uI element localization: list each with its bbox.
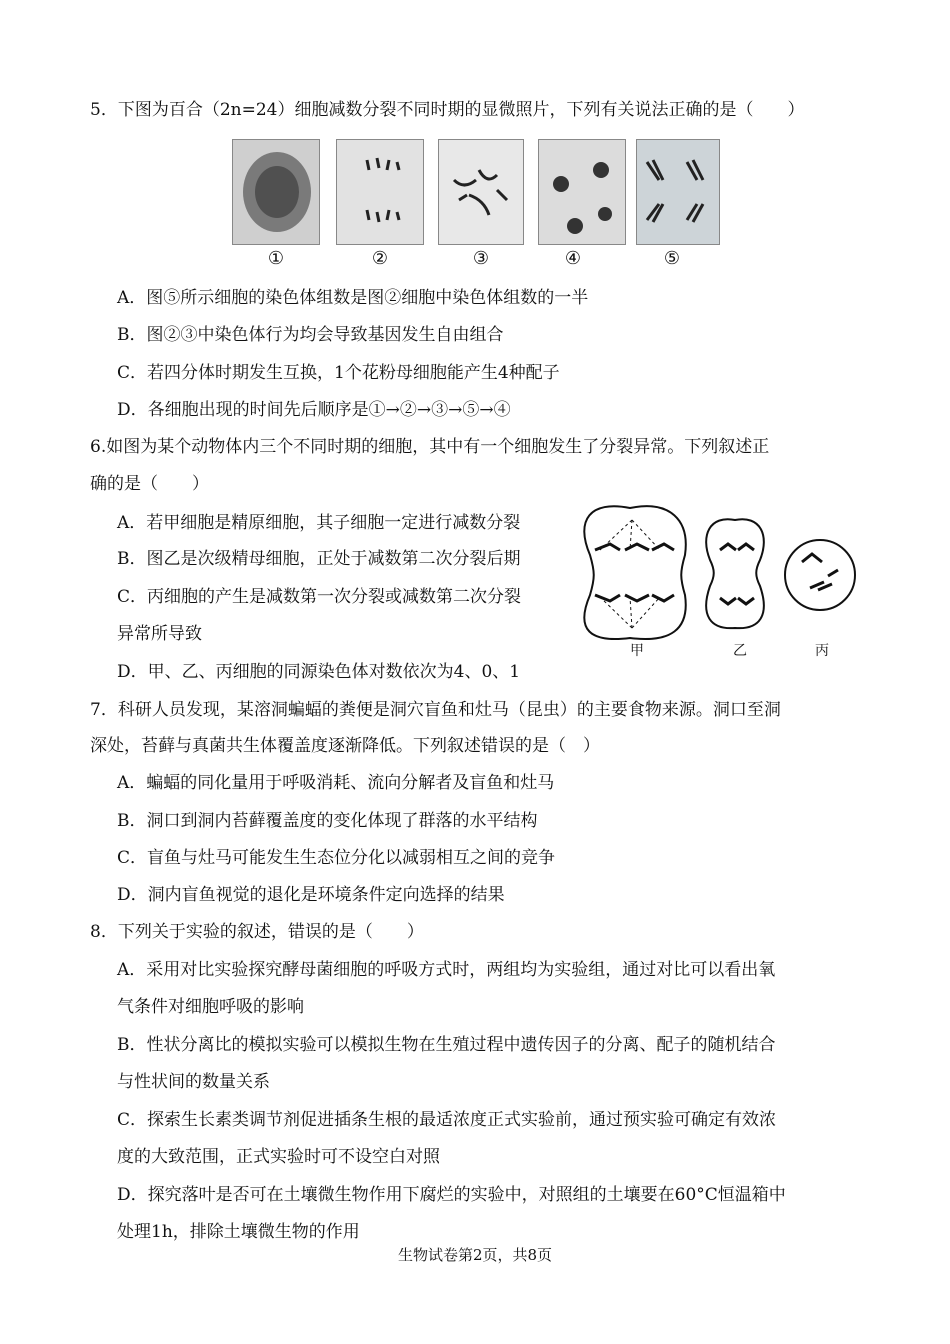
photo-label-5: ⑤	[663, 248, 681, 269]
q7-option-a: A．蝙蝠的同化量用于呼吸消耗、流向分解者及盲鱼和灶马	[117, 773, 555, 793]
photo-label-3: ③	[472, 248, 490, 269]
micrograph-5	[636, 139, 720, 245]
micrograph-1	[232, 139, 320, 245]
cell-yi-outline	[706, 519, 764, 628]
photo-label-2: ②	[371, 248, 389, 269]
q7-stem-line1: 7．科研人员发现，某溶洞蝙蝠的粪便是洞穴盲鱼和灶马（昆虫）的主要食物来源。洞口至洞	[90, 700, 781, 720]
micrograph-4	[538, 139, 626, 245]
q5-option-a: A．图⑤所示细胞的染色体组数是图②细胞中染色体组数的一半	[117, 288, 589, 308]
q7-option-b: B．洞口到洞内苔藓覆盖度的变化体现了群落的水平结构	[117, 811, 538, 831]
photo-label-4: ④	[564, 248, 582, 269]
cell-jia-outline	[584, 506, 685, 639]
figure-label-jia: 甲	[630, 643, 644, 659]
q6-option-b: B．图乙是次级精母细胞，正处于减数第二次分裂后期	[117, 549, 521, 569]
figure-label-yi: 乙	[733, 643, 747, 659]
q8-option-c: C．探索生长素类调节剂促进插条生根的最适浓度正式实验前，通过预实验可确定有效浓	[117, 1110, 777, 1130]
q6-stem-line1: 6.如图为某个动物体内三个不同时期的细胞，其中有一个细胞发生了分裂异常。下列叙述正	[90, 437, 770, 457]
cell-bing-outline	[785, 540, 855, 610]
q8-option-d-cont: 处理1h，排除土壤微生物的作用	[117, 1222, 360, 1242]
q6-option-c-cont: 异常所导致	[117, 624, 202, 644]
q5-option-b: B．图②③中染色体行为均会导致基因发生自由组合	[117, 325, 504, 345]
q5-option-c: C．若四分体时期发生互换，1个花粉母细胞能产生4种配子	[117, 363, 560, 383]
figure-label-bing: 丙	[815, 643, 829, 659]
q8-stem: 8．下列关于实验的叙述，错误的是（ ）	[90, 922, 424, 942]
q8-option-b-cont: 与性状间的数量关系	[117, 1072, 270, 1092]
q8-option-c-cont: 度的大致范围，正式实验时可不设空白对照	[117, 1147, 440, 1167]
cell-division-figure	[580, 500, 870, 645]
q8-option-a-cont: 气条件对细胞呼吸的影响	[117, 997, 304, 1017]
micrograph-3	[438, 139, 524, 245]
q8-option-d: D．探究落叶是否可在土壤微生物作用下腐烂的实验中，对照组的土壤要在60°C恒温箱中	[117, 1185, 786, 1205]
q8-option-b: B．性状分离比的模拟实验可以模拟生物在生殖过程中遗传因子的分离、配子的随机结合	[117, 1035, 776, 1055]
q6-option-c: C．丙细胞的产生是减数第一次分裂或减数第二次分裂	[117, 587, 522, 607]
micrograph-2	[336, 139, 424, 245]
q5-stem: 5．下图为百合（2n=24）细胞减数分裂不同时期的显微照片，下列有关说法正确的是（ ）	[90, 100, 805, 120]
q6-option-a: A．若甲细胞是精原细胞，其子细胞一定进行减数分裂	[117, 513, 521, 533]
q5-option-d: D．各细胞出现的时间先后顺序是①→②→③→⑤→④	[117, 400, 511, 420]
q6-stem-line2: 确的是（ ）	[90, 474, 209, 494]
q6-option-d: D．甲、乙、丙细胞的同源染色体对数依次为4、0、1	[117, 662, 521, 682]
q7-stem-line2: 深处，苔藓与真菌共生体覆盖度逐渐降低。下列叙述错误的是（ ）	[90, 736, 600, 756]
q7-option-d: D．洞内盲鱼视觉的退化是环境条件定向选择的结果	[117, 885, 505, 905]
photo-label-1: ①	[267, 248, 285, 269]
page-footer: 生物试卷第2页，共8页	[397, 1246, 553, 1264]
q7-option-c: C．盲鱼与灶马可能发生生态位分化以减弱相互之间的竞争	[117, 848, 556, 868]
q8-option-a: A．采用对比实验探究酵母菌细胞的呼吸方式时，两组均为实验组，通过对比可以看出氧	[117, 960, 776, 980]
